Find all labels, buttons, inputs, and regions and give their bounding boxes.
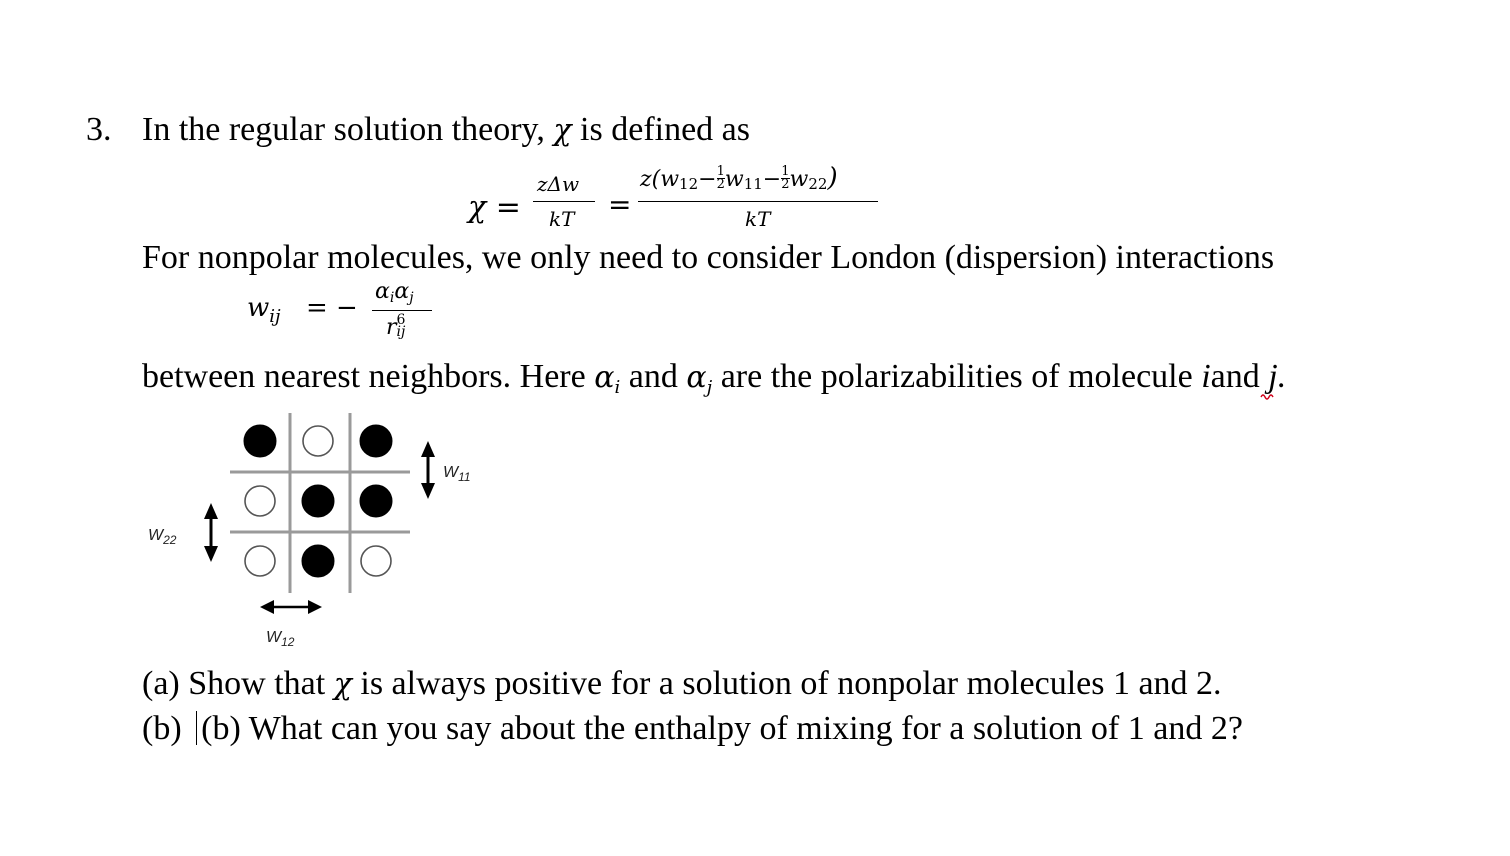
- part-a-tail: is always positive for a solution of nonpolar molecules 1 and 2.: [360, 665, 1222, 702]
- part-a-chi: χ: [333, 667, 352, 702]
- w11-sub: 11: [743, 175, 763, 193]
- wij-denominator: [386, 314, 405, 340]
- minus-2: −: [762, 167, 782, 192]
- w22-arrow-icon: [204, 503, 218, 562]
- part-b: [142, 709, 1243, 749]
- half-1-den: 2: [716, 177, 725, 192]
- molecule-open: [361, 546, 391, 576]
- problem-number: 3.: [86, 111, 112, 148]
- wij-w: w: [247, 293, 270, 323]
- alpha-i-sub: i: [614, 377, 621, 398]
- frac1-numerator: zΔw: [537, 172, 580, 196]
- molecule-open: [245, 486, 275, 516]
- wij-eq: = −: [306, 293, 358, 323]
- wij-numerator: [375, 279, 414, 306]
- molecule-filled: [302, 485, 334, 517]
- half-1-num: 1: [716, 164, 725, 179]
- molecule-open: [303, 426, 333, 456]
- lattice-diagram: [140, 405, 500, 655]
- part-b-text: (b) What can you say about the enthalpy of mixing for a solution of 1 and 2?: [201, 710, 1243, 747]
- lattice-svg: [140, 405, 500, 655]
- chi-lhs: χ =: [468, 190, 521, 225]
- frac2-line: [638, 201, 878, 202]
- molecule-filled: [302, 545, 334, 577]
- neighbors-text-1: between nearest neighbors. Here: [142, 358, 586, 395]
- w12-sub: 12: [679, 175, 699, 193]
- intro-tail: is defined as: [580, 111, 750, 148]
- alpha-j-num: α: [394, 279, 410, 304]
- neighbors-text-2: are the polarizabilities of molecule: [720, 358, 1193, 395]
- w12: w: [660, 167, 680, 192]
- half-2-num: 1: [781, 164, 790, 179]
- neighbors-line: [142, 357, 1286, 408]
- minus-1: −: [698, 167, 717, 192]
- frac2-numerator: [640, 164, 838, 198]
- frac1-denominator: kT: [549, 207, 575, 231]
- w22: w: [789, 167, 809, 192]
- neighbors-and: and: [628, 358, 678, 395]
- intro-line: [142, 110, 750, 151]
- intro-chi: χ: [553, 113, 572, 148]
- wij-sub: ij: [269, 306, 281, 327]
- frac1-line: [533, 201, 595, 202]
- text-cursor: [196, 711, 197, 745]
- w11-arrow-icon: [421, 441, 435, 499]
- w12-arrow-icon: [260, 600, 322, 614]
- molecule-j: j.: [1268, 358, 1287, 395]
- alpha-j: α: [686, 360, 707, 395]
- wij-frac-line: [372, 310, 432, 311]
- alpha-i: α: [594, 360, 615, 395]
- alpha-i-num-sub: i: [389, 290, 395, 306]
- r-sub: ij: [396, 324, 406, 340]
- part-a: [142, 664, 1222, 705]
- half-2: [781, 166, 789, 191]
- w22-label: $W_{22}$: [148, 527, 177, 547]
- spellcheck-squiggle: [1260, 392, 1276, 400]
- part-a-label: (a) Show that: [142, 665, 326, 702]
- alpha-j-sub: j: [706, 377, 713, 398]
- eq-sign-2: =: [608, 188, 632, 221]
- molecule-grid: [244, 425, 392, 577]
- w12-label: $W_{12}$: [266, 629, 295, 649]
- molecule-i: i: [1201, 358, 1211, 395]
- half-1: [717, 166, 725, 191]
- alpha-j-num-sub: j: [409, 290, 414, 306]
- part-b-label: (b): [142, 710, 182, 747]
- nonpolar-text: For nonpolar molecules, we only need to consider London (dispersion) interactions: [142, 239, 1275, 276]
- w11-label: $W_{11}$: [443, 464, 471, 484]
- molecule-filled: [360, 485, 392, 517]
- molecule-open: [245, 546, 275, 576]
- molecule-filled: [360, 425, 392, 457]
- molecule-filled: [244, 425, 276, 457]
- alpha-i-num: α: [375, 279, 390, 304]
- neighbors-and-2: and: [1210, 358, 1260, 395]
- frac2-prefix: z(: [640, 167, 661, 192]
- w11: w: [724, 167, 744, 192]
- r-sup: 6: [396, 312, 406, 328]
- r-den: r: [386, 315, 397, 340]
- frac2-denominator: kT: [745, 207, 771, 231]
- half-2-den: 2: [781, 177, 790, 192]
- frac2-suffix: ): [827, 163, 838, 193]
- intro-text: In the regular solution theory,: [142, 111, 545, 148]
- w22-sub: 22: [808, 175, 828, 193]
- wij-lhs: [247, 293, 281, 327]
